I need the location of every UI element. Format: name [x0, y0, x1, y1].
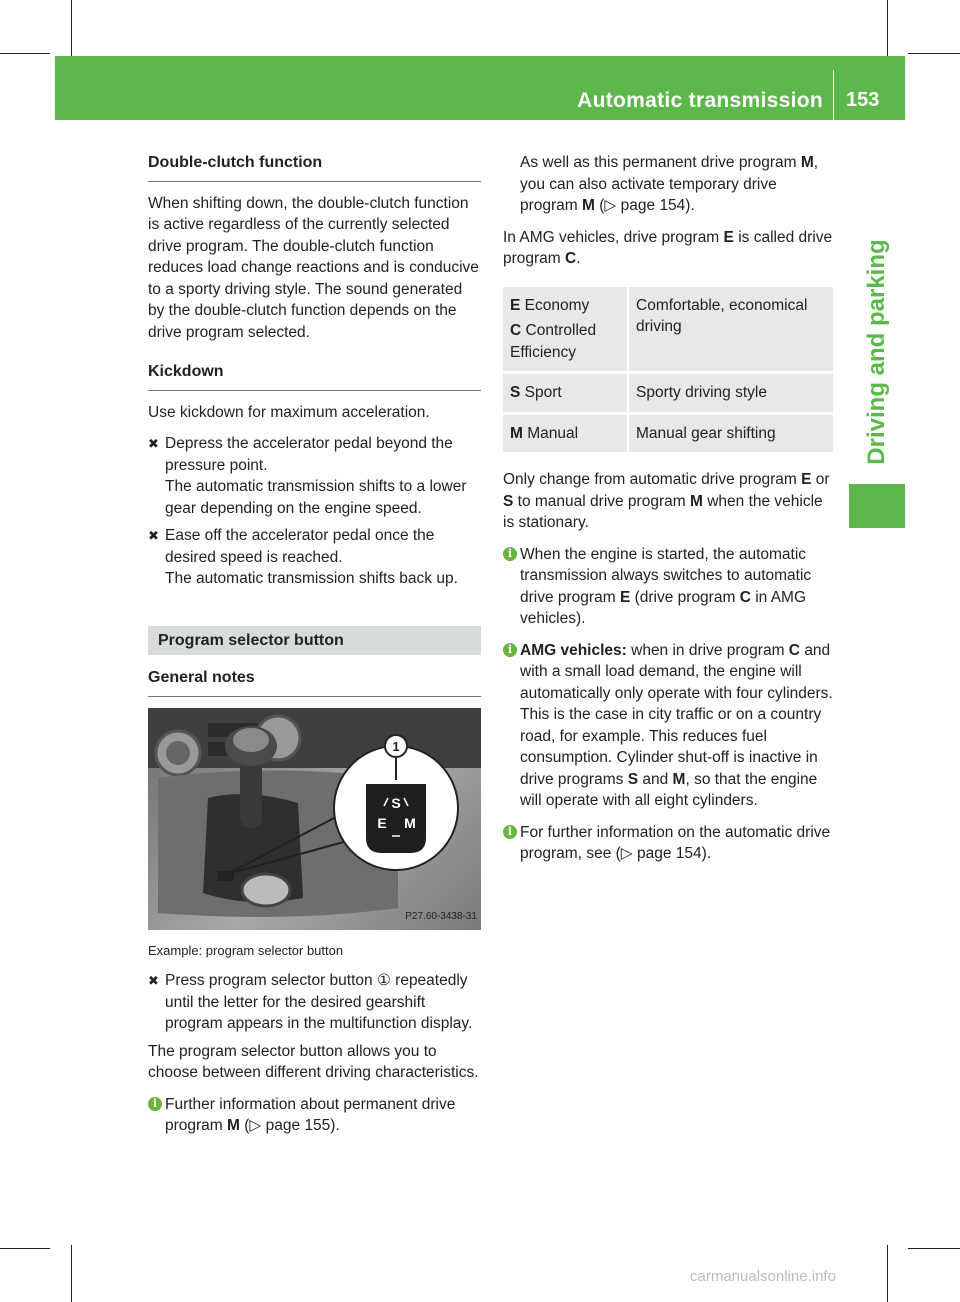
program-selector-photo — [148, 708, 481, 930]
step-item — [148, 433, 481, 519]
program-letter: E — [510, 296, 521, 314]
info-text: (drive program — [634, 588, 736, 606]
step-text: Press program selector button — [165, 972, 373, 989]
program-letter: M — [510, 424, 523, 442]
info-text: Further information about permanent drive program — [165, 1095, 456, 1134]
text-run: As well as this permanent drive program — [520, 154, 797, 171]
button-letter-m: M — [404, 814, 416, 831]
info-text-cont: (▷ page 155). — [244, 1117, 340, 1134]
crop-mark — [71, 1245, 72, 1302]
program-letter: E — [801, 471, 812, 488]
chapter-tab — [849, 222, 905, 482]
info-text: , so that the engine will operate with all eight cylinders. — [520, 770, 818, 809]
text-run: or — [815, 471, 830, 488]
step-item — [148, 970, 481, 1035]
heading-general-notes: General notes — [148, 667, 481, 697]
table-cell-description: Sporty driving style — [627, 374, 833, 412]
text-run: Only change from automatic drive program — [503, 471, 797, 488]
program-letter: M — [672, 770, 686, 788]
crop-mark — [887, 1245, 888, 1302]
crop-mark — [0, 1248, 50, 1249]
left-column — [148, 152, 481, 1147]
info-note — [503, 544, 833, 630]
program-name: Economy — [524, 296, 590, 314]
info-text: and with a small load demand, the engine will automatically only operate with four cylinders. This is the case in city traffic or on a country road, for example. This reduces fuel consumption. Cylinder shut-off is inactive in drive programs — [520, 641, 833, 788]
crop-mark — [908, 1248, 960, 1249]
info-icon: i — [503, 825, 517, 839]
text-run: when the vehicle is stationary. — [503, 492, 823, 531]
crop-mark — [887, 0, 888, 56]
info-icon: i — [503, 643, 517, 657]
step-arrow-icon: ✖ — [148, 528, 159, 543]
program-letter: C — [510, 322, 522, 339]
program-name: Sport — [524, 384, 562, 401]
step-result: The automatic transmission shifts to a lower gear depending on the engine speed. — [165, 478, 467, 517]
info-note — [503, 822, 833, 865]
text-run: to manual drive program — [517, 492, 686, 510]
text-run: In AMG vehicles, drive program — [503, 228, 720, 246]
step-arrow-icon: ✖ — [148, 436, 159, 451]
crop-mark — [0, 53, 50, 54]
table-row — [503, 415, 833, 453]
info-letter: M — [227, 1117, 240, 1134]
table-cell-program — [503, 287, 627, 372]
step-result: The automatic transmission shifts back up. — [165, 570, 458, 587]
right-column — [503, 152, 833, 875]
callout-marker: ① — [376, 972, 391, 989]
program-letter: M — [582, 197, 595, 214]
step-arrow-icon: ✖ — [148, 973, 159, 988]
section-heading: Program selector button — [148, 626, 481, 656]
table-row — [503, 374, 833, 412]
table-cell-program — [503, 415, 627, 453]
program-letter: C — [739, 588, 751, 606]
program-letter: S — [503, 492, 514, 510]
info-text: in AMG vehicles). — [520, 588, 807, 627]
image-caption: Example: program selector button — [148, 942, 344, 958]
console-illustration — [148, 708, 481, 930]
chapter-marker — [849, 484, 905, 528]
table-cell-description: Manual gear shifting — [627, 415, 833, 453]
info-text: For further information on the automatic drive program, see (▷ page 154). — [520, 823, 831, 862]
text-run: , you can also activate temporary drive program — [520, 154, 819, 214]
table-row — [503, 287, 833, 372]
heading-kickdown: Kickdown — [148, 361, 481, 391]
program-letter: S — [627, 770, 639, 788]
info-label: AMG vehicles: — [520, 641, 627, 659]
program-letter: E — [723, 228, 734, 246]
paragraph — [503, 227, 833, 270]
header-title: Automatic transmission — [577, 89, 823, 112]
header-divider — [833, 70, 834, 120]
program-letter: E — [619, 588, 631, 606]
paragraph — [520, 152, 833, 217]
page-reference[interactable]: (▷ page 154). — [599, 197, 695, 214]
info-note — [503, 640, 833, 812]
program-letter: C — [565, 250, 577, 267]
step-text: Depress the accelerator pedal beyond the pressure point. — [165, 435, 453, 474]
paragraph: The program selector button allows you to choose between different driving characteristics. — [148, 1042, 479, 1081]
crop-mark — [908, 53, 960, 54]
info-icon: i — [503, 547, 517, 561]
program-letter: C — [788, 641, 800, 659]
program-letter: S — [510, 384, 521, 401]
info-icon: i — [148, 1097, 162, 1111]
watermark: carmanualsonline.info — [690, 1268, 836, 1285]
step-item — [148, 525, 481, 590]
button-letter-e: E — [377, 814, 387, 831]
info-note — [148, 1094, 481, 1137]
heading-double-clutch: Double-clutch function — [148, 152, 481, 182]
text-run: . — [576, 250, 581, 267]
callout-number: 1 — [392, 738, 400, 754]
table-cell-program — [503, 374, 627, 412]
crop-mark — [71, 0, 72, 56]
paragraph: Use kickdown for maximum acceleration. — [148, 403, 430, 421]
image-code: P27.60-3438-31 — [405, 911, 477, 922]
page-number: 153 — [846, 89, 880, 111]
step-text: Ease off the accelerator pedal once the desired speed is reached. — [165, 527, 435, 566]
button-letter-s: S — [391, 794, 401, 811]
text-run: is called drive program — [503, 228, 833, 267]
program-name: Controlled Efficiency — [510, 322, 597, 361]
chapter-tab-label: Driving and parking — [863, 239, 890, 465]
paragraph — [503, 469, 833, 534]
info-text: When the engine is started, the automatic transmission always switches to automatic drive program — [520, 545, 812, 606]
program-letter: M — [800, 154, 814, 171]
drive-program-table — [503, 284, 833, 456]
program-name: Manual — [527, 424, 579, 442]
step-text-cont: repeatedly until the letter for the desired gearshift program appears in the multifunction display. — [165, 972, 473, 1032]
table-cell-description: Comfortable, economical driving — [627, 287, 833, 372]
info-text: when in drive program — [631, 641, 785, 659]
info-text: and — [642, 770, 669, 788]
paragraph: When shifting down, the double-clutch function is active regardless of the currently selected drive program. The double-clutch function reduces load change reactions and is conducive to a sporty driving style. The sound generated by the double-clutch function depends on the drive program selected. — [148, 194, 479, 341]
program-letter: M — [689, 492, 703, 510]
